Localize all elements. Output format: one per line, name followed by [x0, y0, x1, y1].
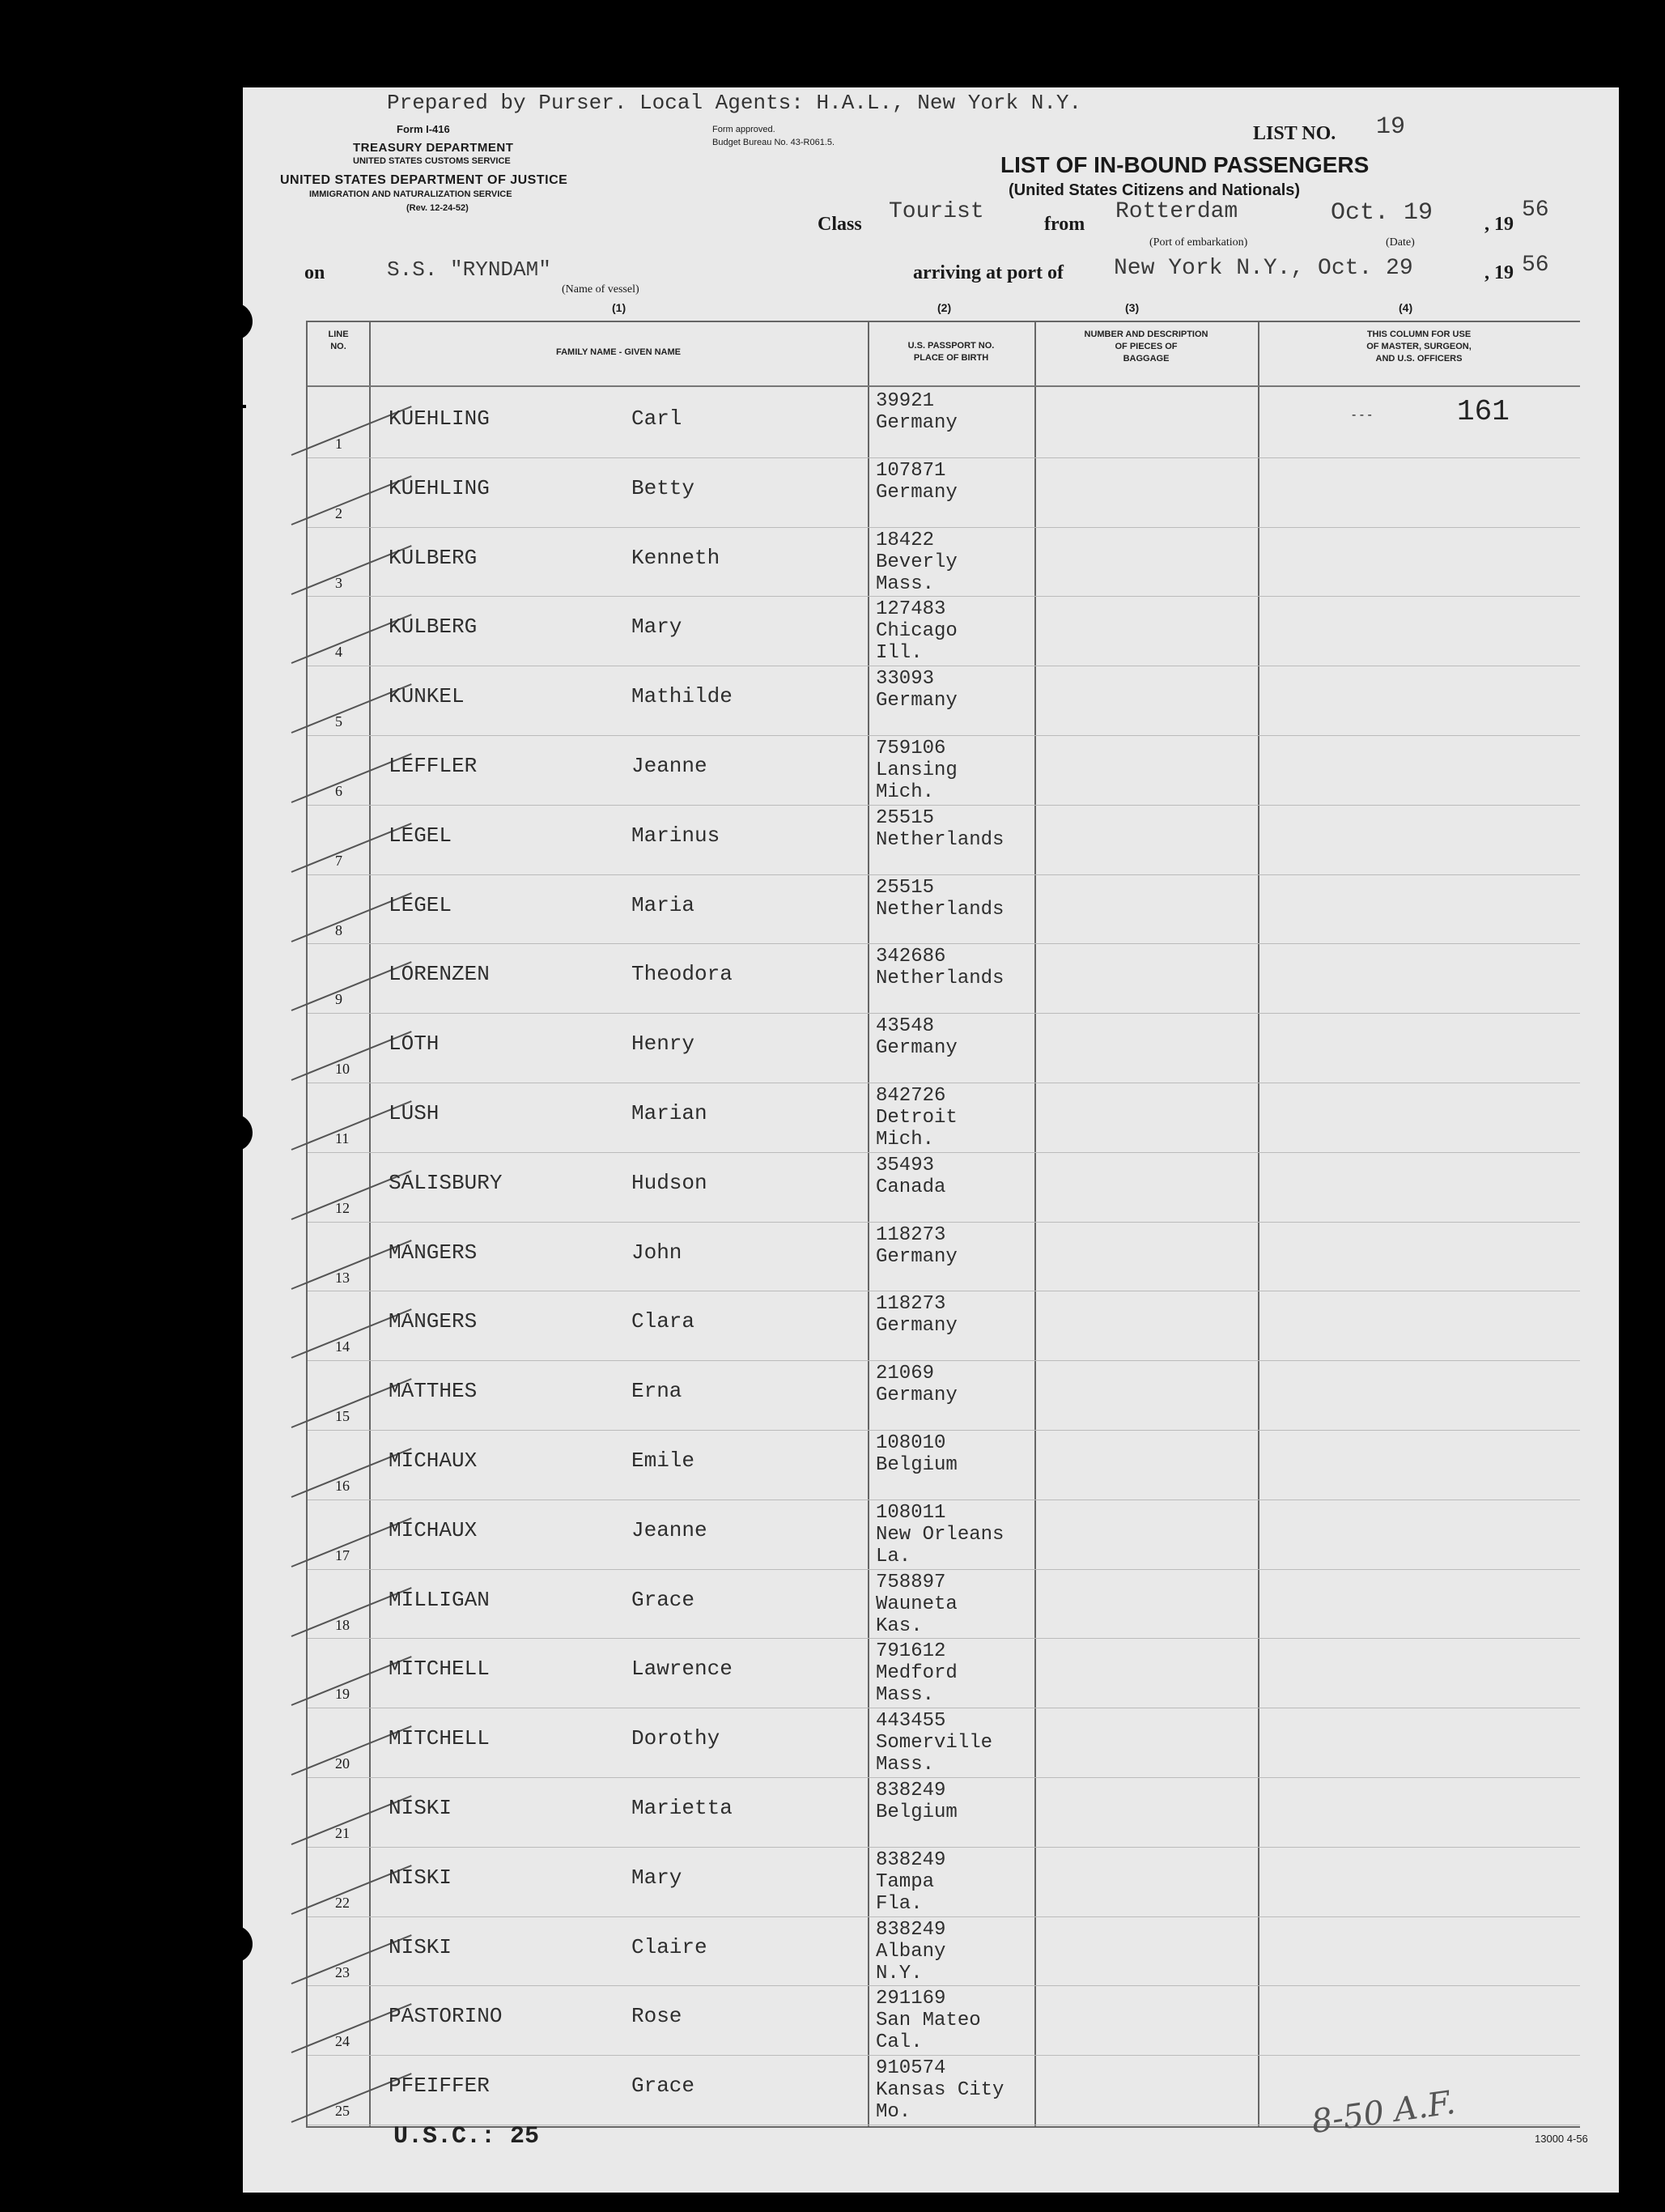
- vessel-name: S.S. "RYNDAM": [387, 257, 551, 282]
- passport-cell: [876, 1502, 1004, 1568]
- family-name: MICHAUX: [389, 1448, 478, 1473]
- class-value: Tourist: [889, 199, 984, 224]
- form-revision: (Rev. 12-24-52): [406, 203, 469, 213]
- passenger-table: [306, 321, 1580, 2128]
- col-header-line: LINE NO.: [328, 330, 349, 351]
- line-number: 8: [335, 921, 342, 938]
- passport-cell: [876, 1780, 958, 1823]
- table-row: [308, 1639, 1580, 1708]
- passport-number: 342686: [876, 946, 946, 968]
- treasury-dept: TREASURY DEPARTMENT: [353, 141, 514, 155]
- family-name: KUNKEL: [389, 684, 465, 709]
- passport-cell: [876, 1988, 981, 2053]
- table-row: [308, 944, 1580, 1013]
- family-name: KUEHLING: [389, 475, 490, 500]
- family-name: MANGERS: [389, 1309, 478, 1334]
- place-of-birth: Germany: [876, 1037, 958, 1060]
- line-number: 9: [335, 991, 342, 1008]
- given-name: Marietta: [631, 1796, 733, 1820]
- passport-cell: [876, 1015, 958, 1059]
- family-name: LEGEL: [389, 892, 452, 917]
- given-name: Emile: [631, 1448, 695, 1473]
- line-number: 16: [335, 1478, 350, 1494]
- family-name: MATTHES: [389, 1379, 478, 1404]
- punch-hole-middle: [215, 1114, 253, 1151]
- given-name: Clara: [631, 1309, 695, 1334]
- line-number: 15: [335, 1408, 350, 1425]
- line-number: 1: [335, 436, 342, 452]
- from-label: from: [1044, 214, 1085, 235]
- given-name: Rose: [631, 2004, 682, 2029]
- vessel-caption: (Name of vessel): [562, 283, 639, 296]
- col-header-baggage: NUMBER AND DESCRIPTION OF PIECES OF BAGGAGE: [1084, 330, 1208, 364]
- column-number-3: (3): [1125, 301, 1140, 314]
- arriving-label: arriving at port of: [913, 262, 1064, 283]
- line-number: 17: [335, 1546, 350, 1563]
- arrival-port-date: New York N.Y., Oct. 29: [1114, 256, 1413, 281]
- line-number: 7: [335, 852, 342, 869]
- document-title: LIST OF IN-BOUND PASSENGERS: [1000, 152, 1370, 177]
- table-row: [308, 875, 1580, 944]
- family-name: KULBERG: [389, 545, 478, 570]
- place-of-birth: Netherlands: [876, 828, 1005, 851]
- justice-dept: UNITED STATES DEPARTMENT OF JUSTICE: [280, 173, 568, 187]
- prepared-by-line: Prepared by Purser. Local Agents: H.A.L., New York N.Y.: [387, 91, 1082, 115]
- table-row: [308, 458, 1580, 527]
- passport-cell: [876, 1849, 945, 1915]
- passport-cell: [876, 2057, 1004, 2123]
- passport-cell: [876, 390, 958, 434]
- line-number: 5: [335, 713, 342, 730]
- table-row: [308, 528, 1580, 597]
- header-rule: [308, 385, 1580, 387]
- column-number-2: (2): [937, 301, 952, 314]
- given-name: Henry: [631, 1032, 695, 1057]
- place-of-birth: New Orleans La.: [876, 1523, 1005, 1568]
- given-name: Erna: [631, 1379, 682, 1404]
- given-name: Carl: [631, 406, 682, 431]
- year-prefix-1: , 19: [1484, 214, 1514, 235]
- family-name: LORENZEN: [389, 962, 490, 987]
- col-header-passport: U.S. PASSPORT NO. PLACE OF BIRTH: [907, 341, 995, 363]
- passport-number: 759106: [876, 738, 946, 759]
- signature-note: 8-50 A.F.: [1309, 2083, 1458, 2142]
- budget-bureau: Budget Bureau No. 43-R061.5.: [712, 138, 835, 147]
- passport-cell: [876, 1155, 945, 1198]
- passport-cell: [876, 807, 1004, 851]
- passport-number: 758897: [876, 1571, 946, 1593]
- given-name: Dorothy: [631, 1726, 720, 1751]
- place-of-birth: Germany: [876, 412, 958, 434]
- table-row: [308, 1708, 1580, 1777]
- family-name: NISKI: [389, 1934, 452, 1959]
- place-of-birth: Germany: [876, 690, 958, 713]
- table-row: [308, 1500, 1580, 1569]
- passport-cell: [876, 1640, 958, 1706]
- family-name: NISKI: [389, 1865, 452, 1890]
- given-name: Grace: [631, 2074, 695, 2099]
- on-label: on: [304, 262, 325, 283]
- table-row: [308, 1291, 1580, 1360]
- given-name: Jeanne: [631, 1517, 707, 1542]
- family-name: LOTH: [389, 1032, 440, 1057]
- given-name: Mathilde: [631, 684, 733, 709]
- list-no-value: 19: [1376, 113, 1406, 141]
- table-row: [308, 1986, 1580, 2055]
- place-of-birth: Netherlands: [876, 898, 1005, 921]
- passport-number: 25515: [876, 806, 935, 829]
- family-name: LUSH: [389, 1101, 440, 1125]
- given-name: Mary: [631, 615, 682, 640]
- passport-number: 118273: [876, 1293, 946, 1316]
- family-name: SALISBURY: [389, 1170, 503, 1195]
- family-name: PASTORINO: [389, 2004, 503, 2029]
- place-of-birth: Detroit Mich.: [876, 1107, 958, 1151]
- embarkation-caption: (Port of embarkation): [1149, 236, 1248, 249]
- line-number: 25: [335, 2103, 350, 2120]
- place-of-birth: Germany: [876, 1315, 958, 1338]
- line-number: 23: [335, 1963, 350, 1980]
- passport-cell: [876, 1363, 958, 1406]
- punch-hole-top: [215, 303, 253, 340]
- given-name: Claire: [631, 1934, 707, 1959]
- list-no-label: LIST NO.: [1253, 123, 1336, 144]
- passport-cell: [876, 1432, 958, 1476]
- given-name: Marinus: [631, 823, 720, 848]
- place-of-birth: Kansas City Mo.: [876, 2079, 1005, 2124]
- family-name: LEFFLER: [389, 754, 478, 778]
- given-name: Mary: [631, 1865, 682, 1890]
- passport-number: 838249: [876, 1780, 946, 1802]
- passport-number: 291169: [876, 1988, 946, 2010]
- passport-number: 25515: [876, 876, 935, 899]
- table-row: [308, 389, 1580, 457]
- line-number: 19: [335, 1686, 350, 1703]
- passport-cell: [876, 668, 958, 712]
- margin-mark: [225, 405, 246, 408]
- family-name: NISKI: [389, 1796, 452, 1820]
- passport-number: 43548: [876, 1015, 935, 1038]
- family-name: KUEHLING: [389, 406, 490, 431]
- family-name: PFEIFFER: [389, 2074, 490, 2099]
- passport-cell: [876, 738, 958, 803]
- place-of-birth: Beverly Mass.: [876, 551, 958, 595]
- passport-cell: [876, 598, 958, 664]
- line-number: 22: [335, 1894, 350, 1911]
- table-row: [308, 1848, 1580, 1916]
- line-number: 20: [335, 1755, 350, 1772]
- family-name: MITCHELL: [389, 1726, 490, 1751]
- ins-service: IMMIGRATION AND NATURALIZATION SERVICE: [309, 189, 512, 199]
- class-label: Class: [818, 214, 862, 235]
- place-of-birth: Netherlands: [876, 968, 1005, 990]
- embarkation-port: Rotterdam: [1115, 199, 1238, 224]
- place-of-birth: Medford Mass.: [876, 1662, 958, 1707]
- year-prefix-2: , 19: [1484, 262, 1514, 283]
- table-row: [308, 1153, 1580, 1222]
- given-name: Kenneth: [631, 545, 720, 570]
- customs-service: UNITED STATES CUSTOMS SERVICE: [353, 156, 511, 166]
- given-name: Marian: [631, 1101, 707, 1125]
- given-name: Grace: [631, 1587, 695, 1612]
- line-number: 6: [335, 783, 342, 799]
- column-number-4: (4): [1399, 301, 1413, 314]
- place-of-birth: Lansing Mich.: [876, 759, 958, 803]
- passport-number: 39921: [876, 390, 935, 412]
- footer-count: U.S.C.: 25: [393, 2123, 540, 2150]
- line-number: 2: [335, 504, 342, 521]
- col-header-officers: THIS COLUMN FOR USE OF MASTER, SURGEON, AND U.S. OFFICERS: [1366, 330, 1472, 364]
- departure-date: Oct. 19: [1331, 199, 1434, 227]
- family-name: MICHAUX: [389, 1517, 478, 1542]
- form-number: Form I-416: [397, 123, 450, 135]
- place-of-birth: Germany: [876, 481, 958, 504]
- table-row: [308, 1570, 1580, 1639]
- given-name: John: [631, 1240, 682, 1265]
- passport-number: 118273: [876, 1223, 946, 1246]
- place-of-birth: Germany: [876, 1385, 958, 1407]
- passport-number: 35493: [876, 1154, 935, 1176]
- table-row: [308, 666, 1580, 735]
- passport-cell: [876, 1085, 958, 1151]
- table-row: [308, 597, 1580, 666]
- passport-cell: [876, 530, 958, 595]
- table-row: [308, 806, 1580, 874]
- passport-cell: [876, 1919, 945, 1984]
- line-number: 11: [335, 1130, 350, 1146]
- form-code: 13000 4-56: [1535, 2133, 1588, 2145]
- passport-cell: [876, 1224, 958, 1268]
- line-number: 3: [335, 574, 342, 591]
- passport-number: 910574: [876, 2057, 946, 2080]
- form-approved: Form approved.: [712, 125, 775, 134]
- passport-number: 21069: [876, 1363, 935, 1385]
- place-of-birth: Canada: [876, 1176, 946, 1198]
- column-number-1: (1): [612, 301, 626, 314]
- passport-number: 107871: [876, 459, 946, 482]
- place-of-birth: Tampa Fla.: [876, 1870, 935, 1915]
- passport-cell: [876, 877, 1004, 921]
- place-of-birth: Belgium: [876, 1454, 958, 1476]
- passport-number: 791612: [876, 1640, 946, 1663]
- passport-number: 33093: [876, 668, 935, 691]
- line-number: 12: [335, 1199, 350, 1216]
- table-row: [308, 1778, 1580, 1847]
- given-name: Maria: [631, 892, 695, 917]
- place-of-birth: Chicago Ill.: [876, 620, 958, 665]
- place-of-birth: Belgium: [876, 1802, 958, 1823]
- table-row: [308, 1223, 1580, 1291]
- line-number: 21: [335, 1825, 350, 1841]
- passport-number: 18422: [876, 529, 935, 551]
- line-number: 13: [335, 1269, 350, 1286]
- family-name: MITCHELL: [389, 1657, 490, 1682]
- place-of-birth: Somerville Mass.: [876, 1732, 993, 1776]
- given-name: Theodora: [631, 962, 733, 987]
- passport-number: 838249: [876, 1918, 946, 1941]
- officer-dashes: - - -: [1352, 408, 1372, 422]
- table-row: [308, 1917, 1580, 1986]
- line-number: 10: [335, 1061, 350, 1078]
- officer-note: 161: [1457, 395, 1510, 428]
- table-row: [308, 1083, 1580, 1152]
- arrival-year: 56: [1522, 253, 1549, 278]
- place-of-birth: Germany: [876, 1245, 958, 1268]
- family-name: MANGERS: [389, 1240, 478, 1265]
- document-subtitle: (United States Citizens and Nationals): [1009, 181, 1301, 199]
- line-number: 14: [335, 1338, 350, 1355]
- line-number: 18: [335, 1616, 350, 1633]
- passport-cell: [876, 1572, 958, 1637]
- passport-number: 443455: [876, 1710, 946, 1733]
- line-number: 4: [335, 644, 342, 661]
- passport-cell: [876, 460, 958, 504]
- passport-cell: [876, 946, 1004, 989]
- passport-cell: [876, 1293, 958, 1337]
- passport-number: 838249: [876, 1848, 946, 1871]
- family-name: MILLIGAN: [389, 1587, 490, 1612]
- place-of-birth: Wauneta Kas.: [876, 1593, 958, 1637]
- date-caption: (Date): [1386, 236, 1415, 249]
- family-name: KULBERG: [389, 615, 478, 640]
- table-row: [308, 736, 1580, 805]
- col-header-name: FAMILY NAME - GIVEN NAME: [555, 347, 682, 357]
- table-row: [308, 1014, 1580, 1083]
- line-number: 24: [335, 2033, 350, 2050]
- passport-cell: [876, 1710, 992, 1776]
- table-row: [308, 1361, 1580, 1430]
- passport-number: 108010: [876, 1432, 946, 1454]
- departure-year: 56: [1522, 198, 1549, 223]
- place-of-birth: San Mateo Cal.: [876, 2010, 981, 2054]
- given-name: Lawrence: [631, 1657, 733, 1682]
- passport-number: 108011: [876, 1501, 946, 1524]
- given-name: Hudson: [631, 1170, 707, 1195]
- place-of-birth: Albany N.Y.: [876, 1940, 946, 1984]
- passport-number: 842726: [876, 1085, 946, 1107]
- passport-number: 127483: [876, 598, 946, 621]
- given-name: Jeanne: [631, 754, 707, 778]
- table-row: [308, 1431, 1580, 1499]
- family-name: LEGEL: [389, 823, 452, 848]
- punch-hole-bottom: [215, 1925, 253, 1963]
- given-name: Betty: [631, 475, 695, 500]
